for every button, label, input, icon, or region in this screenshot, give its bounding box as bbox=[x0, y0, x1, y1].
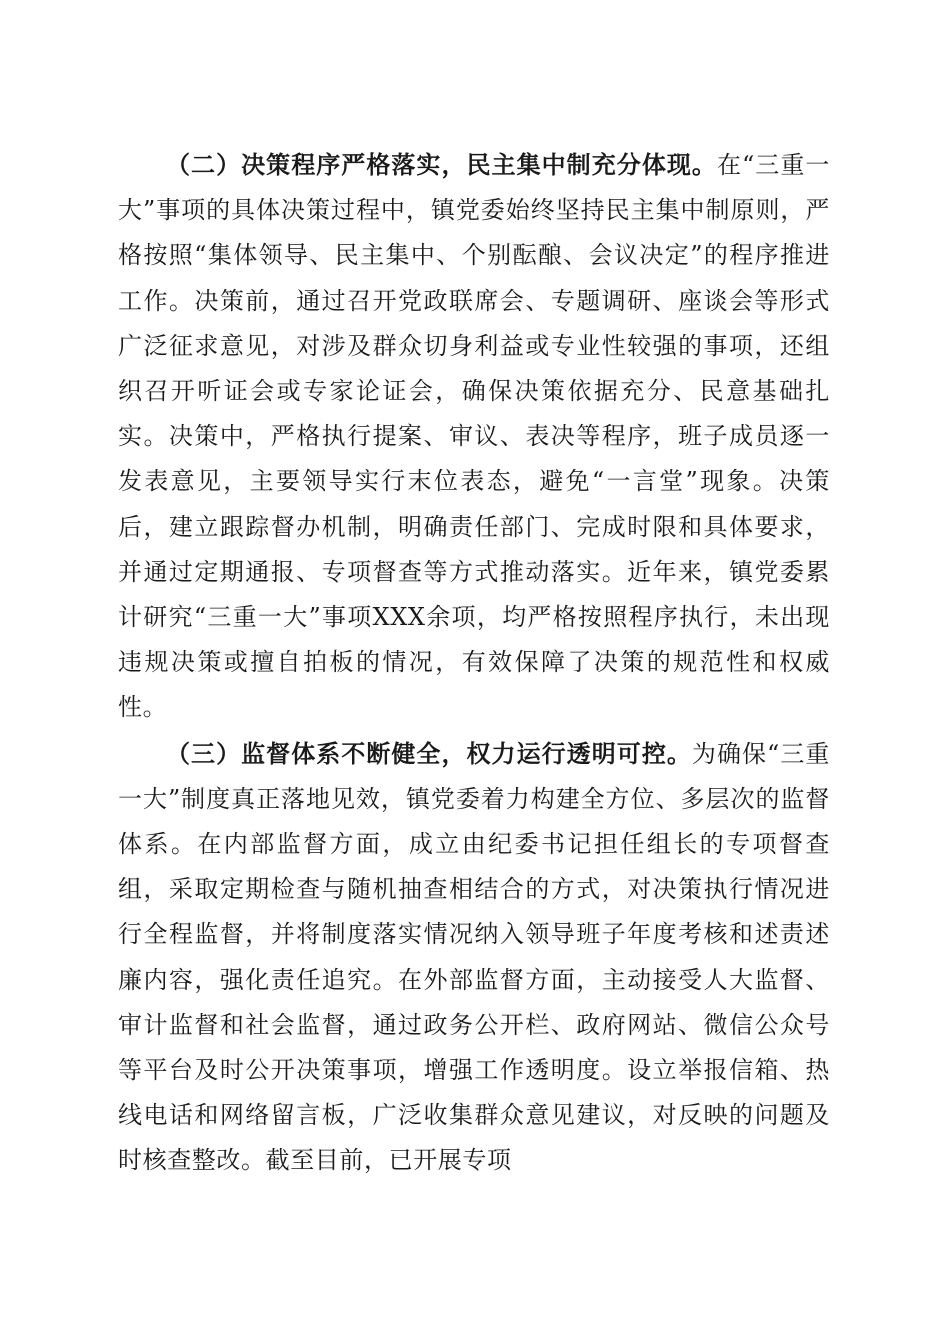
paragraph-text: 为确保“三重一大”制度真正落地见效，镇党委着力构建全方位、多层次的监督体系。在内部监督方面，成立由纪委书记担任组长的专项督查组，采取定期检查与随机抽查相结合的方式，对决策执行情况进行全程监督，并将制度落实情况纳入领导班子年度考核和述责述廉内容，强化责任追究。在外部监督方面，主动接受人大监督、审计监督和社会监督，通过政务公开栏、政府网站、微信公众号等平台及时公开决策事项，增强工作透明度。设立举报信箱、热线电话和网络留言板，广泛收集群众意见建议，对反映的问题及时核查整改。截至目前，已开展专项 bbox=[118, 739, 830, 1175]
paragraph-heading: （三）监督体系不断健全，权力运行透明可控。 bbox=[166, 738, 692, 768]
paragraph-text: 在“三重一大”事项的具体决策过程中，镇党委始终坚持民主集中制原则，严格按照“集体领导、民主集中、个别酝酿、会议决定”的程序推进工作。决策前，通过召开党政联席会、专题调研、座谈会等形式广泛征求意见，对涉及群众切身利益或专业性较强的事项，还组织召开听证会或专家论证会，确保决策依据充分、民意基础扎实。决策中，严格执行提案、审议、表决等程序，班子成员逐一发表意见，主要领导实行末位表态，避免“一言堂”现象。决策后，建立跟踪督办机制，明确责任部门、完成时限和具体要求，并通过定期通报、专项督查等方式推动落实。近年来，镇党委累计研究“三重一大”事项XXX余项，均严格按照程序执行，未出现违规决策或擅自拍板的情况，有效保障了决策的规范性和权威性。 bbox=[118, 151, 830, 722]
document-body bbox=[118, 142, 830, 1184]
paragraph-decision-procedure bbox=[118, 142, 830, 731]
paragraph-heading: （二）决策程序严格落实，民主集中制充分体现。 bbox=[166, 150, 717, 179]
paragraph-supervision-system bbox=[118, 731, 830, 1184]
